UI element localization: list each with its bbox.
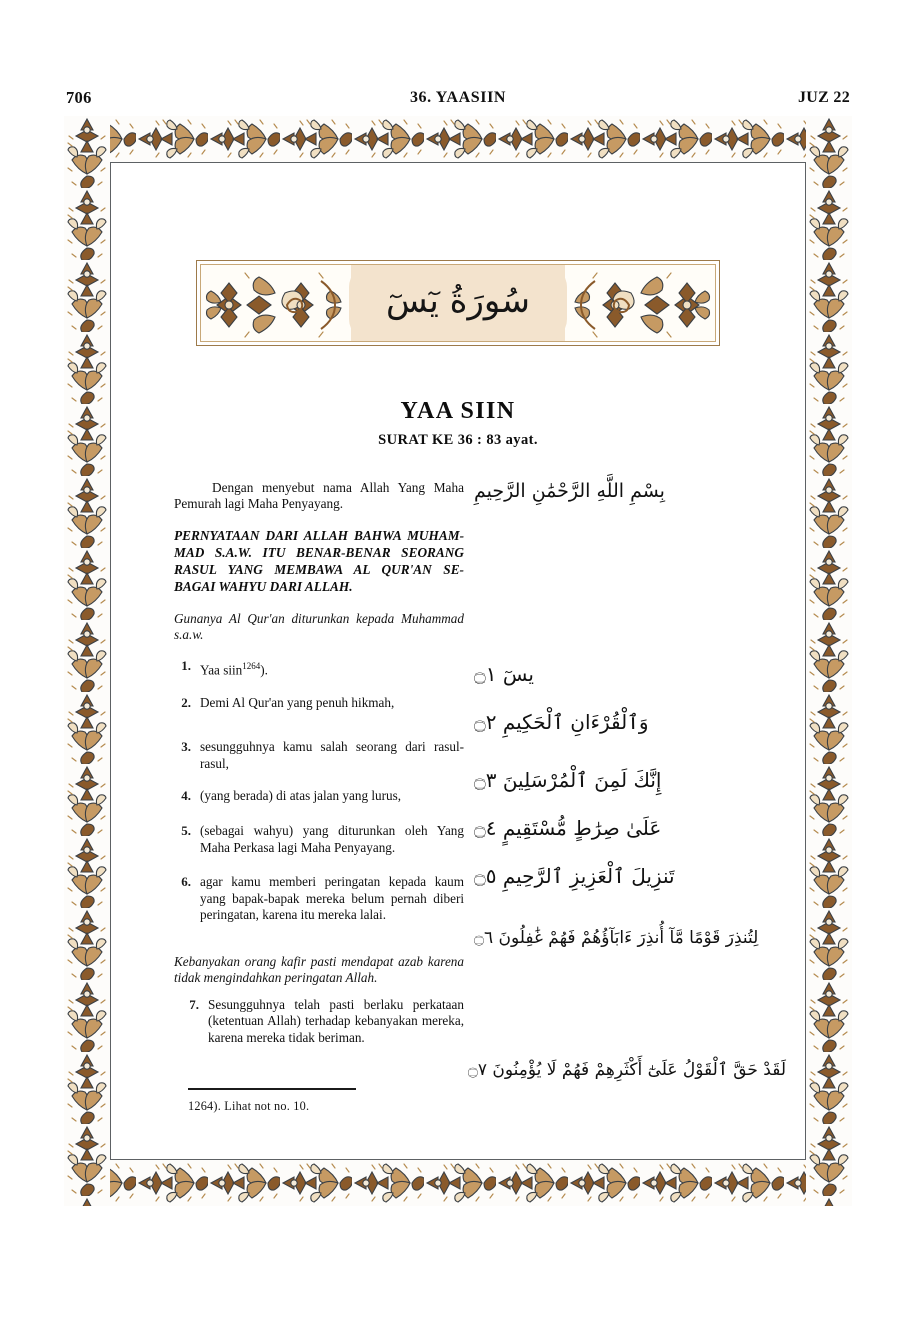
arabic-column (467, 480, 786, 1081)
footnote-area (174, 1088, 742, 1114)
surah-banner-inner (200, 264, 716, 342)
ayah-arabic: إِنَّكَ لَمِنَ ٱلْمُرْسَلِينَ ۝٣ (474, 768, 662, 792)
ayah-arabic: يسٓ ۝١ (474, 662, 534, 686)
ornamental-page-frame (64, 116, 852, 1206)
ayah-arabic: عَلَىٰ صِرَٰطٍ مُّسْتَقِيمٍ ۝٤ (474, 816, 662, 840)
ayah-arabic: وَٱلْقُرْءَانِ ٱلْحَكِيمِ ۝٢ (474, 710, 649, 734)
banner-ornament-right-icon (565, 265, 715, 341)
translation-column (174, 480, 464, 1056)
section-heading-italic-2: Kebanyakan orang kafir pasti mendapat azab karena tidak mengindahkan peringatan Allah. (174, 953, 464, 986)
section-heading-italic-1: Gunanya Al Qur'an diturunkan kepada Muhammad s.a.w. (174, 610, 464, 643)
surah-name-panel (349, 265, 567, 341)
surah-title-banner (196, 260, 720, 346)
verse-row (174, 658, 464, 679)
floral-border-top (64, 116, 852, 162)
footnote-text: 1264). Lihat not no. 10. (188, 1099, 310, 1113)
ayah-arabic: لَقَدْ حَقَّ ٱلْقَوْلُ عَلَىٰٓ أَكْثَرِهِمْ فَهُمْ لَا يُؤْمِنُونَ ۝٧ (467, 1060, 786, 1081)
verse-text: (sebagai wahyu) yang diturunkan oleh Yang Maha Perkasa lagi Maha Penyayang. (200, 822, 464, 855)
surah-subtitle: SURAT KE 36 : 83 ayat. (378, 432, 538, 448)
folio-number: 706 (66, 88, 92, 107)
verse-number: 1. (181, 657, 191, 673)
verse-row (174, 823, 464, 856)
verse-number: 4. (181, 788, 191, 804)
verse-number: 3. (181, 739, 191, 755)
verse-text: agar kamu memberi peringatan kepada kaum yang bapak-bapak mereka belum pernah diberi peringatan, karena itu mereka lalai. (200, 874, 464, 923)
body-area (174, 480, 786, 1120)
verse-number: 5. (181, 822, 191, 838)
basmalah-translation: Dengan menyebut nama Allah Yang Maha Pemurah lagi Maha Penyayang. (174, 480, 464, 512)
juz-label: JUZ 22 (797, 89, 850, 106)
footnote-marker[interactable]: 1264 (242, 660, 261, 671)
verse-row (174, 788, 464, 805)
floral-border-bottom (64, 1160, 852, 1206)
floral-border-left (64, 116, 110, 1206)
verse-number: 2. (181, 694, 191, 710)
running-title: 36. YAASIIN (409, 89, 507, 106)
verse-text: (yang berada) di atas jalan yang lurus, (200, 788, 402, 804)
verse-text: Yaa siin$^{1264}$). (200, 660, 268, 678)
verse-number: 7. (189, 996, 199, 1012)
ayah-arabic: تَنزِيلَ ٱلْعَزِيزِ ٱلرَّحِيمِ ۝٥ (474, 864, 675, 888)
surah-title: YAA SIIN (400, 398, 516, 424)
verse-text: Sesungguhnya telah pasti berlaku perkataan (ketentuan Allah) terhadap kebanyakan mereka, karena mereka tidak beriman. (208, 996, 464, 1045)
verse-text: sesungguhnya kamu salah seorang dari rasul-rasul, (200, 739, 464, 771)
footnote-separator (188, 1088, 356, 1090)
basmalah-arabic: بِسْمِ اللَّهِ الرَّحْمَٰنِ الرَّحِيمِ (474, 480, 665, 502)
section-heading-caps: PERNYATAAN DARI ALLAH BAHWA MUHAM-MAD S.A.W. ITU BENAR-BENAR SEORANG RASUL YANG MEMBAWA AL QUR'AN SE-BAGAI WAHYU DARI ALLAH. (174, 527, 464, 594)
verse-text: Demi Al Qur'an yang penuh hikmah, (200, 694, 395, 710)
banner-ornament-left-icon (201, 265, 351, 341)
surah-name-arabic: سُورَةُ يٓسٓ (386, 281, 530, 321)
verse-row (174, 997, 464, 1047)
floral-border-right (806, 116, 852, 1206)
verse-row (174, 874, 464, 924)
page-header (66, 86, 850, 110)
verse-row (174, 739, 464, 772)
verse-number: 6. (181, 874, 191, 890)
page-content (174, 208, 786, 1114)
verse-row (174, 695, 464, 712)
ayah-arabic: لِتُنذِرَ قَوْمًا مَّآ أُنذِرَ ءَابَآؤُهُمْ فَهُمْ غَٰفِلُونَ ۝٦ (474, 928, 759, 948)
